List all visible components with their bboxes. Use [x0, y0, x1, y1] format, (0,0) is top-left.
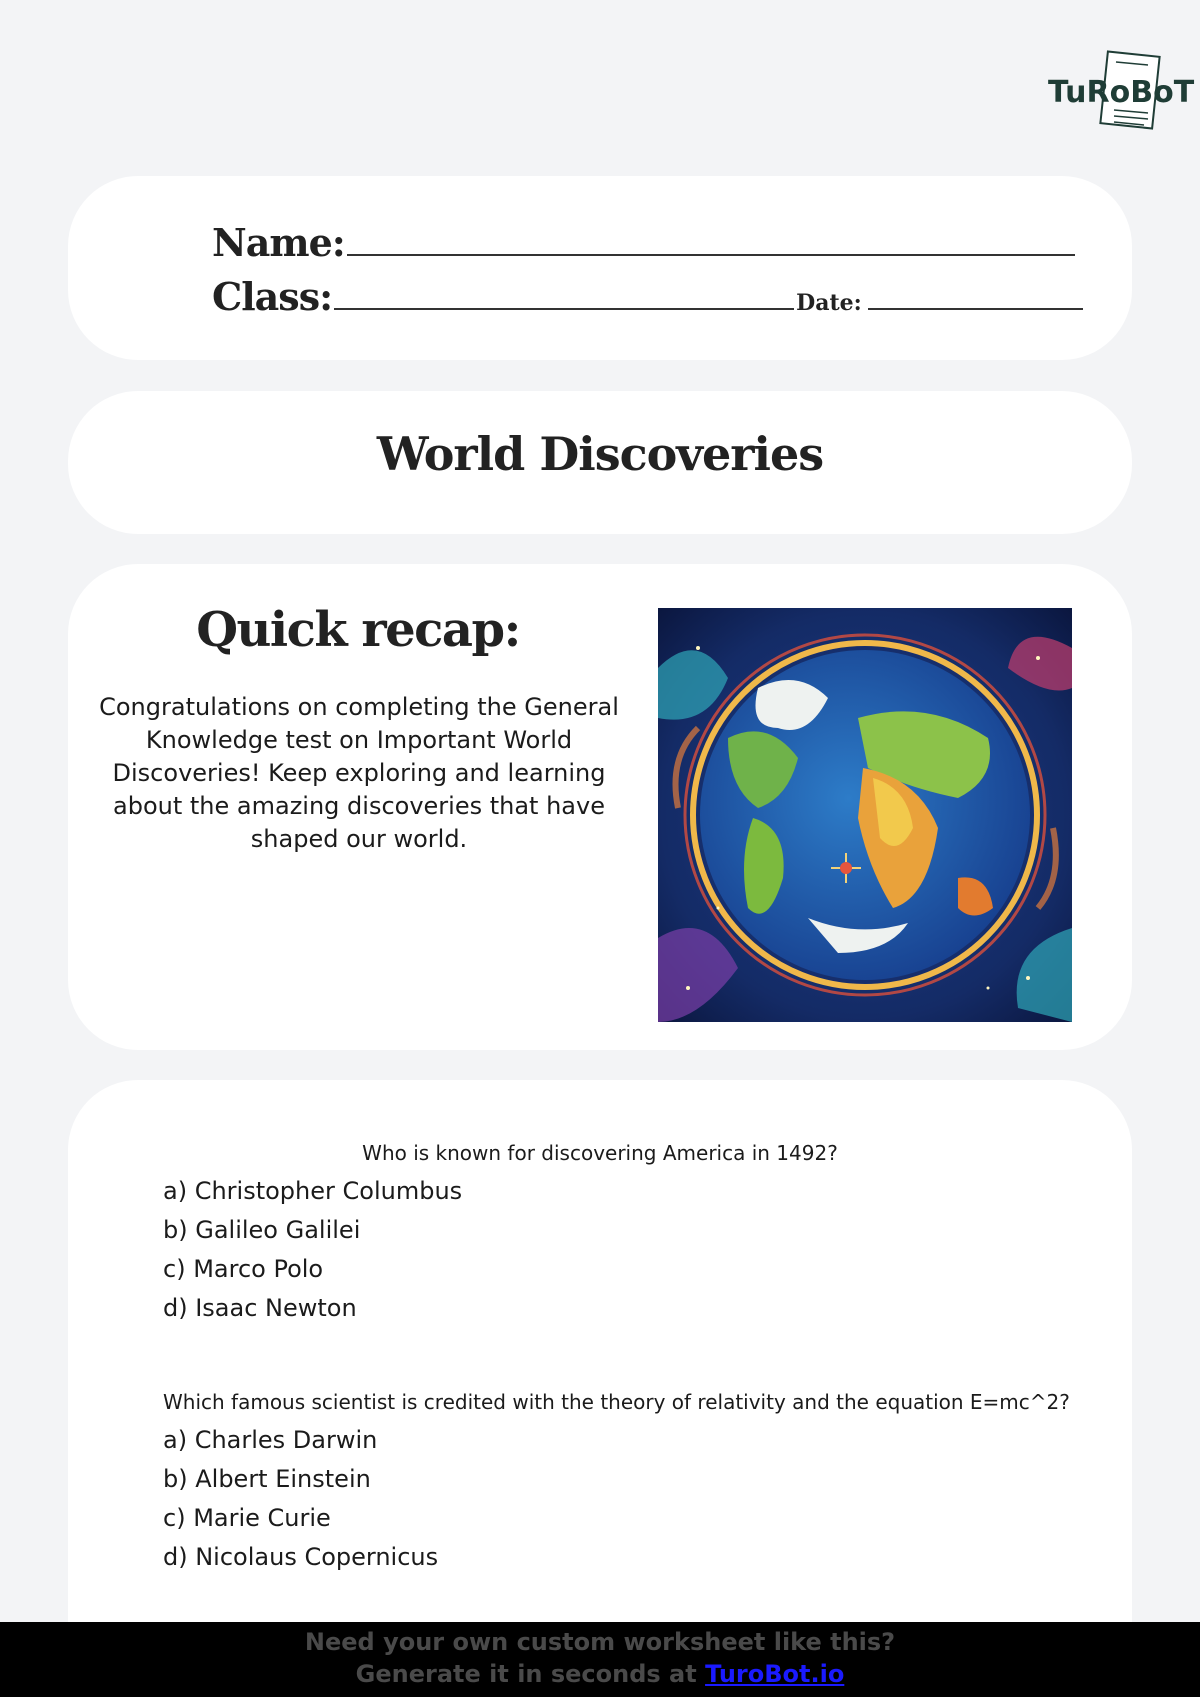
page-title: World Discoveries	[376, 427, 824, 481]
class-label: Class:	[212, 274, 333, 319]
list-item[interactable]: a) Charles Darwin	[163, 1426, 378, 1454]
footer-line-2-text: Generate it in seconds at	[355, 1660, 706, 1688]
question-1-text: Who is known for discovering America in 1492?	[362, 1141, 838, 1165]
quiz-card	[68, 1080, 1132, 1640]
globe-illustration	[658, 608, 1072, 1022]
list-item[interactable]: c) Marco Polo	[163, 1255, 324, 1283]
footer-line-2	[0, 1658, 1200, 1690]
date-blank[interactable]	[868, 308, 1083, 310]
question-2-options	[163, 1421, 438, 1577]
class-blank[interactable]	[334, 308, 794, 310]
svg-text:TuRoBoT: TuRoBoT	[1048, 75, 1195, 110]
question-1-options	[163, 1172, 462, 1328]
recap-card	[68, 564, 1132, 1050]
title-card	[68, 391, 1132, 534]
footer-banner	[0, 1622, 1200, 1697]
list-item[interactable]: d) Nicolaus Copernicus	[163, 1543, 439, 1571]
footer-line-1: Need your own custom worksheet like this?	[304, 1628, 896, 1656]
question-2-text: Which famous scientist is credited with the theory of relativity and the equation E=mc^2?	[163, 1390, 1070, 1414]
student-info-card	[68, 176, 1132, 360]
list-item[interactable]: d) Isaac Newton	[163, 1294, 357, 1322]
recap-text: Congratulations on completing the General Knowledge test on Important World Discoveries! Keep exploring and learning about the amazing discoveries that have shaped our world.	[99, 693, 619, 853]
date-label: Date:	[796, 290, 862, 316]
list-item[interactable]: c) Marie Curie	[163, 1504, 331, 1532]
list-item[interactable]: a) Christopher Columbus	[163, 1177, 463, 1205]
turobot-logo-icon	[1044, 52, 1195, 136]
name-label: Name:	[212, 220, 345, 265]
list-item[interactable]: b) Albert Einstein	[163, 1465, 371, 1493]
recap-heading: Quick recap:	[196, 602, 520, 658]
list-item[interactable]: b) Galileo Galilei	[163, 1216, 361, 1244]
name-blank[interactable]	[347, 254, 1075, 256]
turobot-link[interactable]: TuroBot.io	[705, 1660, 845, 1688]
